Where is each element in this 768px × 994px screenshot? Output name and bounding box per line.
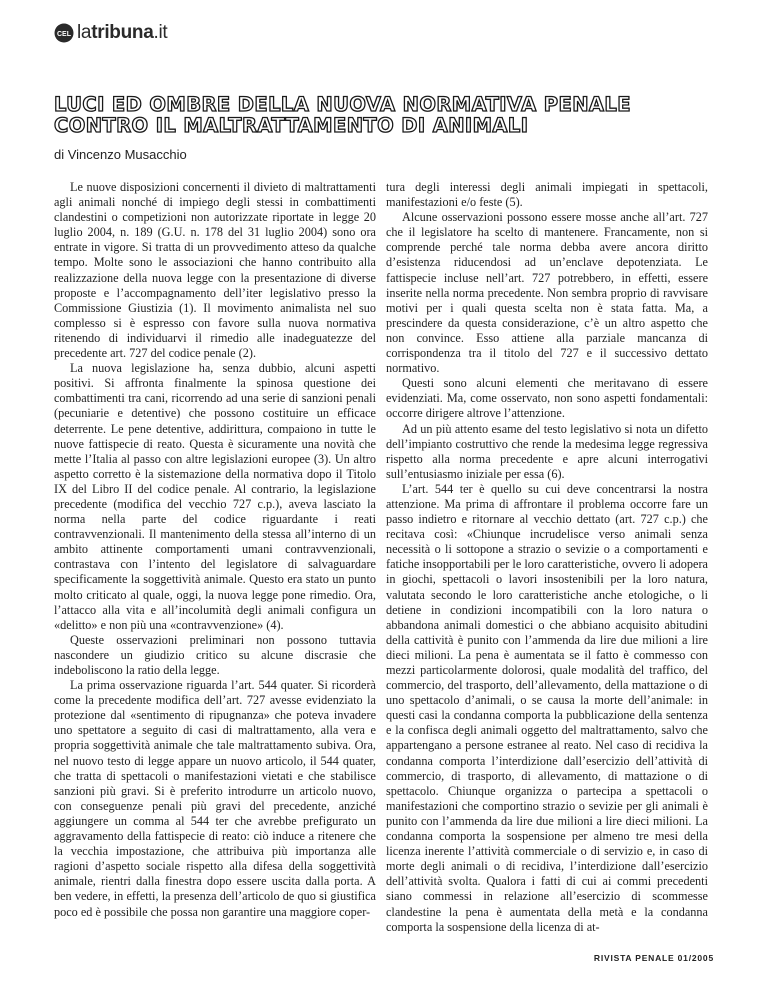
site-logo[interactable] [54, 22, 167, 44]
logo-prefix: la [77, 22, 92, 43]
title-line-2: CONTRO IL MALTRATTAMENTO DI ANIMALI [54, 114, 529, 137]
logo-badge-text: CEL [57, 30, 71, 38]
left-text-column [54, 180, 376, 920]
paragraph: tura degli interessi degli animali impiegati in spettacoli, manifestazioni e/o feste (5). [386, 180, 708, 210]
right-text-column [386, 180, 708, 935]
paragraph: Questi sono alcuni elementi che meritavano di essere evidenziati. Ma, come osservato, non sono aspetti fondamentali: occorre dirigere altrove l’attenzione. [386, 376, 708, 421]
article-title [54, 94, 714, 136]
journal-footer: RIVISTA PENALE 01/2005 [593, 953, 714, 963]
logo-bold: tribuna [91, 22, 154, 43]
paragraph: La prima osservazione riguarda l’art. 544 quater. Si ricorderà come la precedente modifica dell’art. 727 avesse evidenziato la protezione dal «sentimento di ripugnanza» che poteva invadere uno spettatore a seguito di casi di maltrattamento, alla vera e propria soggettività animale che tale maltrattamento subiva. Ora, nel nuovo testo di legge appare un nuovo articolo, il 544 quater, che tratta di spettacoli o manifestazioni vietati e che stabilisce sanzioni più gravi. Si è preferito introdurre un articolo nuovo, con conseguenze penali più gravi del precedente, anziché aggiungere un comma al 544 ter che avrebbe prefigurato un aggravamento della fattispecie di reato: ciò induce a ritenere che la vecchia impostazione, che attribuiva più importanza alle ragioni d’aspetto sociale rispetto alla difesa della soggettività animale, rientri dalla finestra dopo essere uscita dalla porta. A ben vedere, in effetti, la presenza dell’articolo de quo si giustifica poco ed è possibile che possa non garantire una maggiore coper- [54, 678, 376, 919]
logo-wordmark [77, 22, 167, 44]
paragraph: Queste osservazioni preliminari non possono tuttavia nascondere un giudizio critico su alcune discrasie che indeboliscono la ratio della legge. [54, 632, 376, 677]
logo-suffix: .it [153, 22, 168, 43]
paragraph: Le nuove disposizioni concernenti il divieto di maltrattamenti agli animali nonché di impiego degli stessi in combattimenti clandestini o competizioni non autorizzate riportate in legge 20 luglio 2004, n. 189 (G.U. n. 178 del 31 luglio 2004) sono ora entrate in vigore. Si tratta di un provvedimento atteso da qualche tempo. Molte sono le associazioni che hanno contribuito alla realizzazione della nuova legge con la presentazione di diverse proposte e l’accompagnamento dell’iter legislativo presso la Commissione Giustizia (1). Il movimento animalista nel suo complesso si è espresso con favore sulla nuova normativa ritenendo di individuarvi il rimedio alle inadeguatezze del precedente art. 727 del codice penale (2). [54, 180, 376, 361]
paragraph: L’art. 544 ter è quello su cui deve concentrarsi la nostra attenzione. Ma prima di affrontare il problema occorre fare un passo indietro e ritornare al vecchio dettato (art. 727 c.p.) che recitava così: «Chiunque incrudelisce verso animali senza necessità o li sottopone a strazio o sevizie o a comportamenti e fatiche insopportabili per le loro caratteristiche, ovvero li adopera in giochi, spettacoli o lavori insostenibili per la loro natura, valutata secondo le loro caratteristiche anche etologiche, o li detiene in condizioni incompatibili con la loro natura o abbandona animali domestici o che abbiano acquisito abitudini della cattività è punito con l’ammenda da lire due milioni a lire dieci milioni. La pena è aumentata se il fatto è commesso con mezzi particolarmente dolorosi, quale modalità del traffico, del commercio, del trasporto, dell’allevamento, della mattazione o di uno spettacolo d’animali, o se causa la morte dell’animale: in questi casi la condanna comporta la pubblicazione della sentenza e la confisca degli animali oggetto del maltrattamento, salvo che appartengano a persone estranee al reato. Nel caso di recidiva la condanna comporta l’interdizione dall’esercizio dell’attività di commercio, di trasporto, di allevamento, di mattazione o di spettacolo. Chiunque organizza o partecipa a spettacoli o manifestazioni che comportino strazio o sevizie per gli animali è punito con l’ammenda da lire due milioni a lire dieci milioni. La condanna comporta la sospensione per almeno tre mesi della licenza inerente l’attività commerciale o di servizio e, in caso di morte degli animali o di recidiva, l’interdizione dall’esercizio dell’attività svolta. Qualora i fatti di cui ai commi precedenti siano commessi in relazione all’esercizio di scommesse clandestine la pena è aumentata della metà e la condanna comporta la sospensione della licenza di at- [386, 481, 708, 934]
paragraph: Ad un più attento esame del testo legislativo si nota un difetto dell’impianto costruttivo che rende la medesima legge regressiva rispetto alla norma precedente e apre alcuni interrogativi sull’entusiasmo iniziale per essa (6). [386, 421, 708, 481]
author-byline: di Vincenzo Musacchio [54, 147, 187, 162]
cel-logo-icon [54, 23, 74, 43]
paragraph: La nuova legislazione ha, senza dubbio, alcuni aspetti positivi. Si affronta finalmente la spinosa questione dei combattimenti tra cani, ricorrendo ad una serie di sanzioni penali (pecuniarie e detentive) che possono costituire un efficace deterrente. Le pene detentive, addirittura, compaiono in tutte le nuove fattispecie di reato. Questa è sicuramente una novità che mette l’Italia al passo con altre legislazioni europee (3). Un altro aspetto corretto è la sistemazione della normativa dopo il Titolo IX del Libro II del codice penale. Al contrario, la legislazione precedente (modifica del vecchio 727 c.p.), aveva lasciato la norma nella parte del codice riguardante i reati contravvenzionali. Il mantenimento della stessa all’interno di un ambito attinente comportamenti umani contravvenzionali, contrastava con l’intento del legislatore di salvaguardare specificamente la soggettività animale. Questo era stato un punto molto criticato al quale, oggi, la nuova legge pone rimedio. Ora, l’attacco alla vita e all’incolumità degli animali configura un «delitto» e non più una «contravvenzione» (4). [54, 361, 376, 632]
paragraph: Alcune osservazioni possono essere mosse anche all’art. 727 che il legislatore ha scelto di mantenere. Francamente, non si comprende perché tale norma debba avere ancora diritto d’esistenza riducendosi ad un’enclave depotenziata. Le fattispecie incluse nell’art. 727 potrebbero, in effetti, essere inserite nella norma precedente. Non sembra proprio di ravvisare motivi per i quali questa scelta non è stata fatta. Ma, a prescindere da questa considerazione, c’è un altro aspetto che non convince. Esso attiene alla parziale mancanza di corrispondenza tra il titolo del 727 e il successivo dettato normativo. [386, 210, 708, 376]
title-line-1: LUCI ED OMBRE DELLA NUOVA NORMATIVA PENALE [54, 93, 631, 116]
